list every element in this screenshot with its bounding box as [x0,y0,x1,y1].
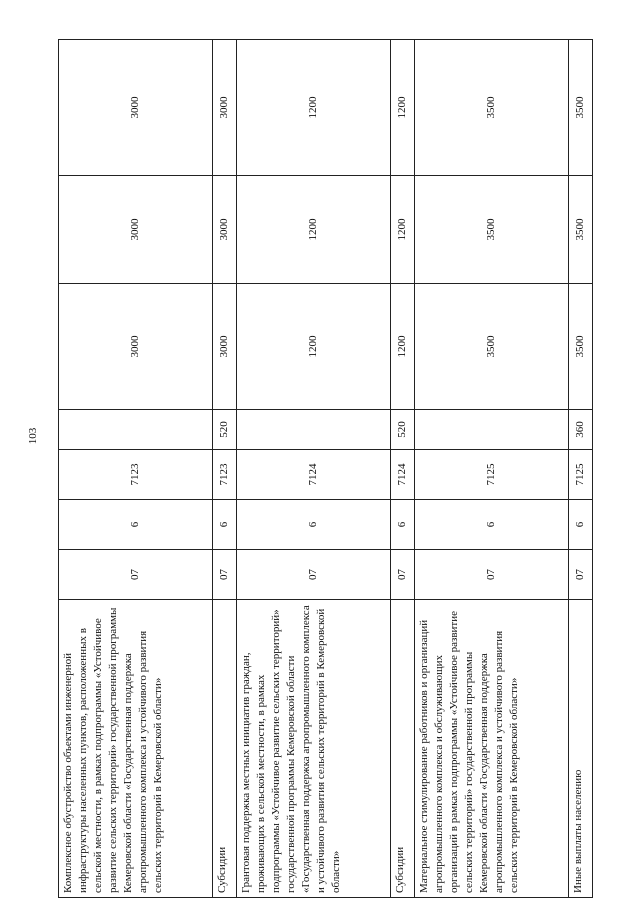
article-code: 7125 [414,450,568,500]
section-code: 07 [391,550,415,600]
amount-2: 3500 [414,176,568,284]
row-name: Материальное стимулирование работников и организаций агропромышленного комплекса и обслуживающих организаций в рамках подпрограммы «Устойчивое развитие сельских территорий» государственной программы Кемеровской области «Государственная поддержка агропромышленного комплекса и устойчивого развития сельских территорий в Кемеровской области» [414,600,568,898]
amount-2: 1200 [391,176,415,284]
amount-1: 1200 [391,284,415,410]
article-code: 7125 [569,450,593,500]
article-code: 7123 [213,450,237,500]
program-code: 6 [213,500,237,550]
amount-3: 3500 [414,40,568,176]
amount-1: 3000 [213,284,237,410]
page-number: 103 [27,427,39,445]
row-name: Субсидии [213,600,237,898]
table-row [59,40,213,898]
table-row [236,40,390,898]
section-code: 07 [213,550,237,600]
expense-type-code: 360 [569,410,593,450]
section-code: 07 [59,550,213,600]
table-row [213,40,237,898]
program-code: 6 [236,500,390,550]
amount-3: 1200 [236,40,390,176]
program-code: 6 [569,500,593,550]
amount-2: 3000 [59,176,213,284]
table-row [391,40,415,898]
budget-table [58,39,593,898]
rotated-page [58,40,593,898]
amount-1: 3500 [414,284,568,410]
expense-type-code [236,410,390,450]
expense-type-code [414,410,568,450]
table-row [414,40,568,898]
article-code: 7124 [391,450,415,500]
amount-2: 3000 [213,176,237,284]
amount-3: 3500 [569,40,593,176]
amount-3: 3000 [213,40,237,176]
table-row [569,40,593,898]
row-name: Комплексное обустройство объектами инженерной инфраструктуры населенных пунктов, расположенных в сельской местности, в рамках подпрограммы «Устойчивое развитие сельских территорий» государственной программы Кемеровской области «Государственная поддержка агропромышленного комплекса и устойчивого развития сельских территорий в Кемеровской области» [59,600,213,898]
amount-3: 3000 [59,40,213,176]
article-code: 7123 [59,450,213,500]
section-code: 07 [569,550,593,600]
amount-2: 3500 [569,176,593,284]
program-code: 6 [414,500,568,550]
program-code: 6 [391,500,415,550]
amount-3: 1200 [391,40,415,176]
expense-type-code [59,410,213,450]
row-name: Грантовая поддержка местных инициатив граждан, проживающих в сельской местности, в рамках подпрограммы «Устойчивое развитие сельских территорий» государственной программы Кемеровской области «Государственная поддержка агропромышленного комплекса и устойчивого развития сельских территорий в Кемеровской области» [236,600,390,898]
amount-2: 1200 [236,176,390,284]
amount-1: 1200 [236,284,390,410]
amount-1: 3500 [569,284,593,410]
expense-type-code: 520 [213,410,237,450]
section-code: 07 [236,550,390,600]
expense-type-code: 520 [391,410,415,450]
row-name: Субсидии [391,600,415,898]
program-code: 6 [59,500,213,550]
amount-1: 3000 [59,284,213,410]
row-name: Иные выплаты населению [569,600,593,898]
section-code: 07 [414,550,568,600]
article-code: 7124 [236,450,390,500]
